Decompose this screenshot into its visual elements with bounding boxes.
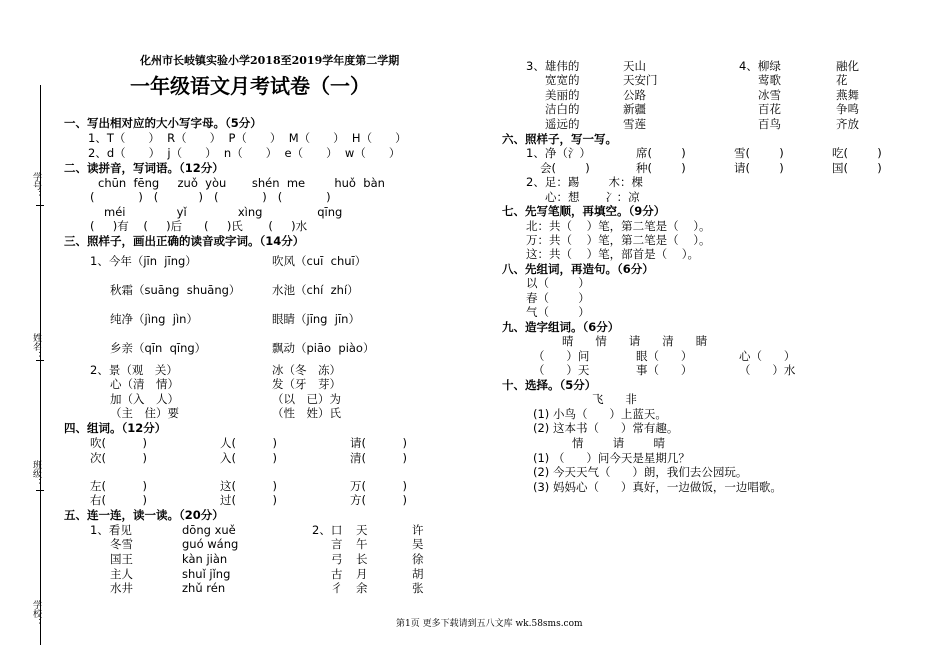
q5b-col4: 融化 [836, 59, 859, 73]
q3-item: 乡亲（qīn qīng） [110, 341, 207, 355]
q5-radical: 古 [331, 567, 343, 581]
q5-pinyin: kàn jiàn [182, 552, 228, 566]
q9-item: （ ）问 [533, 349, 590, 363]
q3-pair: （主 住）要 [110, 406, 179, 420]
q7-heading: 七、先写笔顺，再填空。（9分） [502, 204, 666, 218]
q4-item: 次( ) [90, 451, 148, 465]
q5-heading: 五、连一连，读一读。（20分） [64, 508, 224, 522]
q4-item: 过( ) [220, 493, 278, 507]
q6-item: 会( ) [540, 161, 590, 175]
q5b-col2: 天山 [623, 59, 646, 73]
q5-pinyin: shuǐ jǐng [182, 567, 231, 581]
q5b-col1: 3、雄伟的 [526, 59, 580, 73]
binding-tick [36, 360, 44, 361]
q9-item: 眼（ ） [636, 349, 693, 363]
q3-pair: 发（牙 芽） [272, 377, 341, 391]
q5-word: 水井 [110, 581, 133, 595]
q8-row: 以（ ） [526, 276, 590, 290]
q8-row: 气（ ） [526, 305, 590, 319]
q2-row2: ( )有 ( )后 ( )氏 ( )水 [90, 219, 308, 233]
q4-item: 这( ) [220, 479, 278, 493]
q1-row2: 2、d（ ） j（ ） n（ ） e（ ） w（ ） [88, 146, 401, 160]
q5b-col3: 百鸟 [758, 117, 781, 131]
q5-radical: 彳 [331, 581, 343, 595]
q3-pair: 2、景（观 关） [90, 363, 178, 377]
q6-row3: 2、足：踢 木：棵 [526, 175, 644, 189]
q3-item: 飘动（piāo piào） [272, 341, 375, 355]
q7-row: 这：共（ ）笔，部首是（ ）。 [526, 247, 699, 261]
q5-radical: 言 [331, 537, 343, 551]
q9-item: 事（ ） [636, 363, 693, 377]
q5-word: 主人 [110, 567, 133, 581]
q4-item: 入( ) [220, 451, 278, 465]
q3-pair: 加（入 人） [110, 392, 179, 406]
q5b-col3: 4、柳绿 [739, 59, 781, 73]
q4-item: 吹( ) [90, 436, 148, 450]
q10-sentence: (3) 妈妈心（ ）真好，一边做饭，一边唱歌。 [533, 480, 782, 494]
q3-item: 纯净（jìng jìn） [110, 312, 198, 326]
q10-sentence: (1) 小鸟（ ）上蓝天。 [533, 407, 667, 421]
q5b-col3: 百花 [758, 102, 781, 116]
q6-item: 种( ) [636, 161, 686, 175]
q5-word: 冬雪 [110, 537, 133, 551]
school-name: 化州市长岐镇实验小学2018至2019学年度第二学期 [140, 54, 400, 67]
q3-item: 1、今年（jīn jīng） [90, 254, 197, 268]
q5b-col2: 雪莲 [623, 117, 646, 131]
binding-tick [36, 490, 44, 491]
binding-line [40, 85, 41, 645]
q6-item: 1、净（氵） [526, 146, 591, 160]
class-label: 班级： [31, 460, 41, 487]
q4-item: 请( ) [350, 436, 408, 450]
q2-blanks1: ( ) ( ) ( ) ( ) [90, 190, 331, 204]
q10-choice2: 情 请 晴 [572, 436, 665, 450]
q6-item: 请( ) [734, 161, 784, 175]
q4-item: 人( ) [220, 436, 278, 450]
q5b-col1: 美丽的 [545, 88, 580, 102]
q5b-col4: 花 [836, 73, 848, 87]
q6-heading: 六、照样子，写一写。 [502, 132, 617, 146]
q5b-col2: 天安门 [623, 73, 658, 87]
q5b-col4: 争鸣 [836, 102, 859, 116]
q3-item: 眼睛（jīng jīn） [272, 312, 360, 326]
q10-choice1: 飞 非 [592, 392, 637, 406]
q7-row: 万：共（ ）笔，第二笔是（ ）。 [526, 233, 711, 247]
q6-item: 雪( ) [734, 146, 784, 160]
q4-heading: 四、组词。（12分） [64, 421, 167, 435]
q5b-col2: 公路 [623, 88, 646, 102]
q6-row4: 心：想 冫：凉 [545, 190, 640, 204]
q6-item: 席( ) [636, 146, 686, 160]
q5-char: 徐 [412, 552, 424, 566]
q7-row: 北：共（ ）笔，第二笔是（ ）。 [526, 219, 711, 233]
q3-pair: （以 已）为 [272, 392, 341, 406]
q5-char: 吴 [412, 537, 424, 551]
q2-pinyin1: chūn fēng zuǒ yòu shén me huǒ bàn [98, 176, 385, 190]
q3-pair: 心（清 情） [110, 377, 179, 391]
q10-sentence: (1) （ ）问今天是星期几？ [533, 451, 690, 465]
page-footer: 第1页 更多下载请到五八文库 wk.58sms.com [396, 619, 583, 629]
q9-heading: 九、造字组词。（6分） [502, 320, 620, 334]
q5-word: 1、看见 [90, 523, 132, 537]
q9-item: （ ）天 [533, 363, 590, 377]
q10-sentence: (2) 这本书（ ）常有趣。 [533, 421, 679, 435]
q5-pinyin: zhǔ rén [182, 581, 226, 595]
q5-part: 午 [356, 537, 368, 551]
q4-item: 右( ) [90, 493, 148, 507]
q3-pair: 冰（冬 冻） [272, 363, 341, 377]
q5-word: 国王 [110, 552, 133, 566]
q5-part: 月 [356, 567, 368, 581]
name-label: 姓名： [31, 333, 41, 360]
q4-item: 万( ) [350, 479, 408, 493]
q5b-col2: 新疆 [623, 102, 646, 116]
q5-char: 许 [412, 523, 424, 537]
q5b-col4: 齐放 [836, 117, 859, 131]
q4-item: 清( ) [350, 451, 408, 465]
q1-row1: 1、T（ ） R（ ） P（ ） M（ ） H（ ） [88, 131, 407, 145]
q5-radical: 2、口 [312, 523, 343, 537]
q3-item: 水池（chí zhí） [272, 283, 359, 297]
q5-part: 余 [356, 581, 368, 595]
q2-heading: 二、读拼音，写词语。（12分） [64, 161, 224, 175]
q5-radical: 弓 [331, 552, 343, 566]
q5-part: 天 [356, 523, 368, 537]
student-number-label: 学号： [31, 172, 41, 199]
q5-pinyin: dōng xuě [182, 523, 236, 537]
q5b-col3: 冰雪 [758, 88, 781, 102]
q3-pair: （性 姓）氏 [272, 406, 341, 420]
q4-item: 方( ) [350, 493, 408, 507]
q3-heading: 三、照样子，画出正确的读音或字词。（14分） [64, 234, 305, 248]
q2-pinyin2: méi yǐ xìng qīng [104, 205, 343, 219]
q6-item: 吃( ) [832, 146, 882, 160]
q10-heading: 十、选择。（5分） [502, 378, 597, 392]
q8-heading: 八、先组词，再造句。（6分） [502, 262, 654, 276]
q8-row: 春（ ） [526, 291, 590, 305]
school-label: 学校： [31, 600, 41, 627]
q9-chars: 晴 情 请 清 睛 [562, 334, 708, 348]
q5b-col3: 莺歌 [758, 73, 781, 87]
q9-item: 心（ ） [739, 349, 796, 363]
q5-pinyin: guó wáng [182, 537, 239, 551]
q5b-col1: 遥远的 [545, 117, 580, 131]
page-title: 一年级语文月考试卷（一） [130, 74, 370, 98]
q5b-col1: 宽宽的 [545, 73, 580, 87]
q9-item: （ ）水 [739, 363, 796, 377]
q3-item: 秋霜（suāng shuāng） [110, 283, 241, 297]
q5-char: 张 [412, 581, 424, 595]
binding-tick [36, 205, 44, 206]
q4-item: 左( ) [90, 479, 148, 493]
q1-heading: 一、写出相对应的大小写字母。（5分） [64, 116, 262, 130]
q5-part: 长 [356, 552, 368, 566]
q3-item: 吹风（cuī chuī） [272, 254, 367, 268]
q10-sentence: (2) 今天天气（ ）朗，我们去公园玩。 [533, 465, 748, 479]
q6-item: 国( ) [832, 161, 882, 175]
q5-char: 胡 [412, 567, 424, 581]
q5b-col1: 洁白的 [545, 102, 580, 116]
q5b-col4: 燕舞 [836, 88, 859, 102]
